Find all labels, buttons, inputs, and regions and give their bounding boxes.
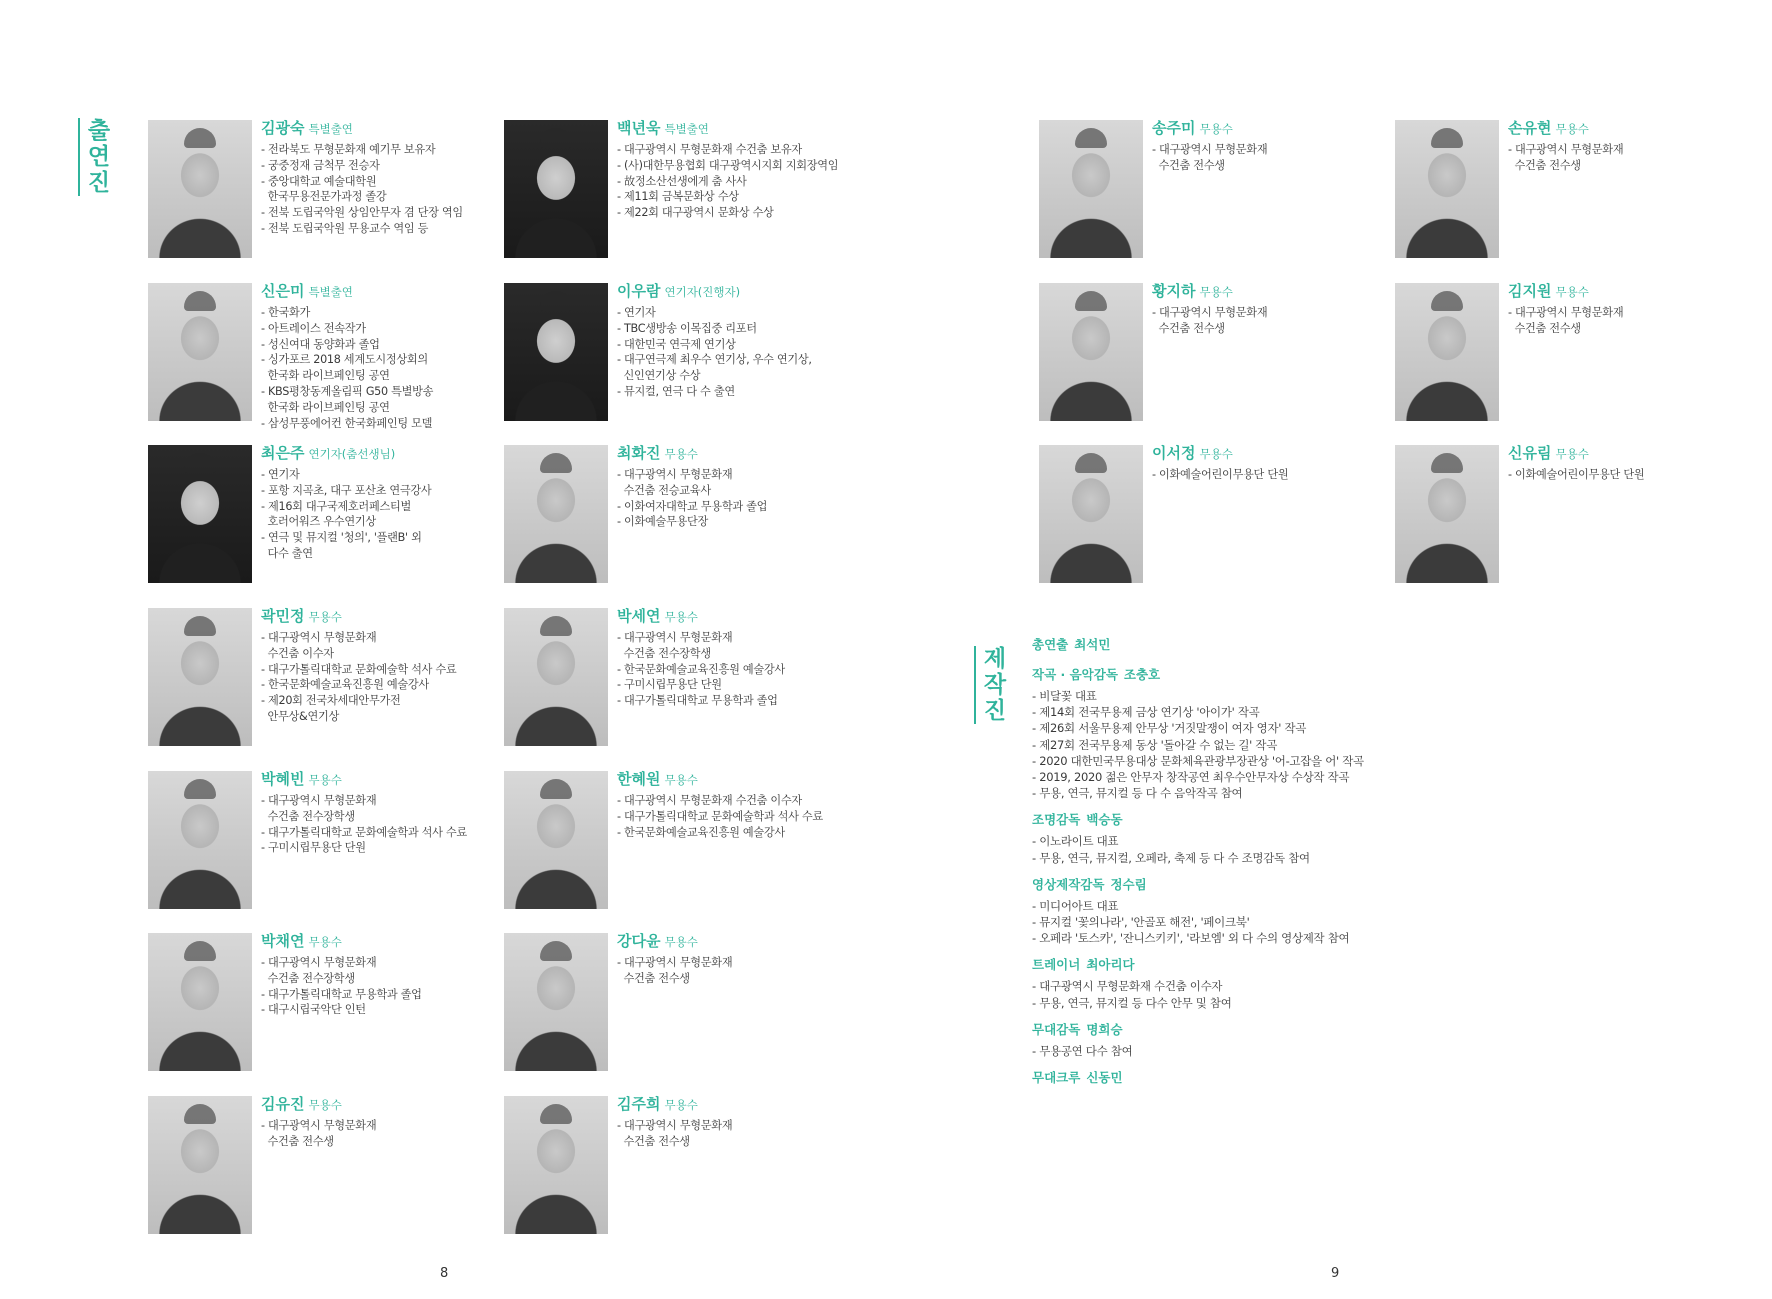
staff-title: [1032, 1021, 1432, 1039]
cast-role: 무용수: [308, 1098, 342, 1112]
cast-name-text: 최은주: [261, 444, 305, 462]
cast-bio-line: - 이화예술어린이무용단 단원: [1152, 468, 1289, 481]
portrait-photo: [504, 283, 608, 421]
cast-name: [261, 118, 501, 139]
staff-title: [1032, 1069, 1432, 1087]
cast-name: [1508, 118, 1748, 139]
cast-bio-line: 수건춤 전수장학생: [617, 646, 711, 660]
cast-bio-line: 수건춤 전수장학생: [261, 809, 355, 823]
staff-role: 작곡 · 음악감독: [1032, 667, 1118, 682]
staff-bio-line: - 이노라이트 대표: [1032, 834, 1119, 849]
cast-role: 무용수: [1555, 285, 1589, 299]
staff-bio: [1032, 978, 1432, 1010]
portrait-photo: [1039, 283, 1143, 421]
cast-section-label: 출 연 진: [78, 118, 112, 196]
cast-role: 무용수: [664, 773, 698, 787]
staff-title: [1032, 876, 1432, 894]
cast-bio-line: - 싱가포르 2018 세계도시정상회의: [261, 353, 428, 367]
cast-card: [148, 608, 488, 750]
staff-name: 백승동: [1086, 812, 1123, 828]
cast-bio-line: - 대구광역시 무형문화재: [617, 956, 733, 969]
cast-bio-line: 신인연기상 수상: [617, 369, 701, 383]
cast-name: [1152, 281, 1392, 302]
cast-bio: [617, 955, 857, 987]
staff-role: 총연출: [1032, 637, 1069, 652]
staff-section-label: 제 작 진: [974, 646, 1008, 724]
staff-title: [1032, 666, 1432, 684]
staff-entry: [1032, 876, 1432, 947]
cast-card: [1395, 120, 1735, 262]
cast-bio-line: - 대구광역시 무형문화재: [617, 1119, 733, 1132]
staff-name: 신동민: [1086, 1070, 1123, 1086]
cast-name-text: 이서정: [1152, 444, 1196, 462]
staff-title: [1032, 636, 1432, 654]
staff-bio-line: - 오페라 '토스카', '잔니스키키', '라보엠' 외 다 수의 영상제작 참여: [1032, 931, 1350, 946]
cast-name: [617, 281, 857, 302]
cast-role: 무용수: [664, 1098, 698, 1112]
cast-name: [617, 931, 857, 952]
cast-bio: [261, 955, 501, 1018]
cast-bio-line: - 제11회 금복문화상 수상: [617, 190, 739, 204]
staff-bio: [1032, 833, 1432, 865]
cast-role: 무용수: [1555, 447, 1589, 461]
cast-bio: [1508, 467, 1748, 483]
cast-role: 무용수: [308, 935, 342, 949]
cast-info: [1152, 281, 1392, 337]
cast-name-text: 곽민정: [261, 607, 305, 625]
staff-role: 조명감독: [1032, 812, 1081, 828]
cast-card: [504, 1096, 844, 1238]
staff-name: 최석민: [1074, 637, 1111, 652]
cast-bio-line: - 한국문화예술교육진흥원 예술강사: [617, 662, 785, 676]
cast-bio-line: - 대구가톨릭대학교 문화예술학 석사 수료: [261, 662, 457, 676]
portrait-photo: [1039, 120, 1143, 258]
portrait-photo: [1395, 120, 1499, 258]
cast-bio-line: - 대구가톨릭대학교 문화예술학과 석사 수료: [617, 809, 823, 823]
cast-bio-line: 한국화 라이브페인팅 공연: [261, 369, 390, 383]
cast-bio-line: - 구미시립무용단 단원: [617, 678, 722, 692]
cast-bio-line: - 대구광역시 무형문화재: [617, 631, 733, 644]
cast-card: [148, 1096, 488, 1238]
cast-role: 특별출연: [308, 122, 353, 136]
staff-title: [1032, 811, 1432, 829]
cast-role: 무용수: [1199, 122, 1233, 136]
cast-card: [504, 933, 844, 1075]
cast-bio: [261, 305, 501, 431]
cast-bio-line: 수건춤 이수자: [261, 646, 334, 660]
cast-bio-line: 한국화 라이브페인팅 공연: [261, 400, 390, 414]
cast-bio-line: - 대한민국 연극제 연기상: [617, 337, 736, 351]
staff-bio-line: - 대구광역시 무형문화재 수건춤 이수자: [1032, 979, 1223, 994]
cast-bio-line: 수건춤 전수장학생: [261, 971, 355, 985]
cast-card: [1039, 283, 1379, 425]
cast-role: 연기자(진행자): [664, 285, 741, 299]
staff-name: 조충호: [1123, 667, 1161, 682]
cast-bio-line: - (사)대한무용협회 대구광역시지회 지회장역임: [617, 158, 839, 172]
staff-entry: [1032, 1069, 1432, 1087]
portrait-photo: [1039, 445, 1143, 583]
cast-bio: [261, 630, 501, 725]
cast-info: [617, 443, 857, 530]
portrait-photo: [148, 445, 252, 583]
cast-name: [261, 769, 501, 790]
cast-bio-line: - 연기자: [261, 468, 300, 481]
staff-entry: [1032, 1021, 1432, 1059]
cast-info: [617, 281, 857, 400]
cast-bio-line: - 한국화가: [261, 306, 311, 319]
cast-bio-line: - 포항 지곡초, 대구 포산초 연극강사: [261, 483, 432, 497]
cast-bio-line: - 한국문화예술교육진흥원 예술강사: [261, 678, 429, 692]
cast-card: [1395, 445, 1735, 587]
portrait-photo: [148, 120, 252, 258]
cast-name-text: 박세연: [617, 607, 661, 625]
staff-bio-line: - 뮤지컬 '꽃의나라', '안골포 해전', '페이크북': [1032, 915, 1250, 930]
cast-bio-line: - TBC생방송 이목집중 리포터: [617, 321, 757, 335]
staff-role: 트레이너: [1032, 957, 1081, 973]
cast-name-text: 김주희: [617, 1095, 661, 1113]
cast-bio-line: - 한국문화예술교육진흥원 예술강사: [617, 825, 785, 839]
cast-bio-line: - 전북 도립국악원 상임안무자 겸 단장 역임: [261, 206, 463, 220]
staff-bio-line: - 무용공연 다수 참여: [1032, 1043, 1133, 1058]
cast-bio-line: - 대구가톨릭대학교 무용학과 졸업: [261, 987, 422, 1001]
staff-bio: [1032, 898, 1432, 947]
cast-bio-line: - 대구가톨릭대학교 문화예술학과 석사 수료: [261, 825, 467, 839]
cast-info: [261, 606, 501, 725]
cast-name-text: 신은미: [261, 282, 305, 300]
cast-name: [1508, 281, 1748, 302]
staff-title: [1032, 956, 1432, 974]
cast-info: [1508, 281, 1748, 337]
cast-bio-line: - 제20회 전국차세대안무가전: [261, 694, 401, 708]
cast-bio-line: 호러어워즈 우수연기상: [261, 515, 376, 529]
staff-bio-line: - 무용, 연극, 뮤지컬, 오페라, 축제 등 다 수 조명감독 참여: [1032, 850, 1310, 865]
staff-entry: [1032, 956, 1432, 1010]
cast-name: [617, 443, 857, 464]
cast-bio-line: 안무상&연기상: [261, 709, 339, 723]
staff-bio-line: - 무용, 연극, 뮤지컬 등 다 수 음악작곡 참여: [1032, 786, 1243, 801]
cast-bio-line: - 대구광역시 무형문화재: [617, 468, 733, 481]
portrait-photo: [148, 283, 252, 421]
cast-bio: [261, 793, 501, 856]
cast-name-text: 김지원: [1508, 282, 1552, 300]
cast-card: [504, 771, 844, 913]
cast-bio-line: - 이화예술무용단장: [617, 515, 709, 529]
staff-name: 최아리다: [1086, 957, 1135, 973]
cast-card: [148, 933, 488, 1075]
cast-name: [617, 1094, 857, 1115]
cast-bio-line: - 구미시립무용단 단원: [261, 841, 366, 855]
cast-name-text: 김광숙: [261, 119, 305, 137]
cast-bio-line: - 이화여자대학교 무용학과 졸업: [617, 499, 768, 513]
portrait-photo: [504, 120, 608, 258]
staff-bio-line: - 제27회 전국무용제 동상 '돌아갈 수 없는 길' 작곡: [1032, 737, 1278, 752]
cast-bio-line: - 전라북도 무형문화재 예기무 보유자: [261, 143, 436, 156]
cast-role: 무용수: [308, 610, 342, 624]
cast-role: 무용수: [664, 610, 698, 624]
cast-name: [617, 606, 857, 627]
cast-bio-line: - 대구광역시 무형문화재: [1508, 306, 1624, 319]
cast-bio-line: - 아트레이스 전속작가: [261, 321, 366, 335]
staff-bio-line: - 미디어아트 대표: [1032, 898, 1119, 913]
cast-bio-line: - 故정소산선생에게 춤 사사: [617, 174, 747, 188]
cast-bio-line: - 연기자: [617, 306, 656, 319]
cast-info: [261, 443, 501, 562]
cast-bio-line: - 대구광역시 무형문화재 수건춤 보유자: [617, 143, 802, 156]
staff-bio: [1032, 688, 1432, 801]
cast-bio-line: - 대구시립국악단 인턴: [261, 1003, 366, 1017]
cast-bio: [617, 142, 857, 221]
cast-bio: [617, 1118, 857, 1150]
cast-bio: [261, 467, 501, 562]
cast-bio-line: 수건춤 전수생: [1508, 321, 1581, 335]
cast-card: [1039, 120, 1379, 262]
cast-bio-line: - 성신여대 동양화과 졸업: [261, 337, 380, 351]
cast-role: 무용수: [1555, 122, 1589, 136]
cast-bio-line: - 대구광역시 무형문화재: [1508, 143, 1624, 156]
staff-bio-line: - 무용, 연극, 뮤지컬 등 다수 안무 및 참여: [1032, 995, 1232, 1010]
cast-info: [1152, 118, 1392, 174]
cast-card: [504, 283, 844, 425]
portrait-photo: [148, 771, 252, 909]
cast-name: [1508, 443, 1748, 464]
portrait-photo: [504, 933, 608, 1071]
cast-bio-line: - 대구광역시 무형문화재: [261, 956, 377, 969]
cast-bio: [617, 793, 857, 840]
cast-bio-line: 수건춤 전수생: [1508, 158, 1581, 172]
cast-bio: [1508, 305, 1748, 337]
portrait-photo: [504, 1096, 608, 1234]
cast-card: [148, 120, 488, 262]
cast-info: [1508, 118, 1748, 174]
cast-bio-line: 수건춤 전승교육사: [617, 483, 711, 497]
cast-bio-line: - 대구광역시 무형문화재: [261, 631, 377, 644]
page-number-left: 8: [440, 1266, 449, 1281]
staff-list: [1032, 636, 1432, 1099]
staff-bio-line: - 2020 대한민국무용대상 문화체육관광부장관상 '어-고잡을 어' 작곡: [1032, 753, 1364, 768]
cast-card: [148, 445, 488, 587]
cast-bio-line: - 대구광역시 무형문화재: [261, 1119, 377, 1132]
staff-entry: [1032, 811, 1432, 865]
cast-card: [148, 282, 488, 430]
cast-name: [261, 1094, 501, 1115]
staff-bio-line: - 제26회 서울무용제 안무상 '거짓말쟁이 여자 영자' 작곡: [1032, 721, 1307, 736]
cast-role: 무용수: [664, 935, 698, 949]
cast-name: [1152, 118, 1392, 139]
portrait-photo: [1395, 283, 1499, 421]
cast-bio-line: - KBS평창동계올림픽 G50 특별방송: [261, 384, 434, 398]
cast-name: [261, 606, 501, 627]
cast-info: [261, 118, 501, 237]
cast-info: [1152, 443, 1392, 483]
portrait-photo: [504, 608, 608, 746]
cast-info: [617, 931, 857, 987]
portrait-photo: [504, 771, 608, 909]
cast-info: [617, 1094, 857, 1150]
cast-info: [261, 1094, 501, 1150]
cast-name-text: 송주미: [1152, 119, 1196, 137]
staff-entry: [1032, 666, 1432, 801]
cast-bio: [617, 630, 857, 709]
portrait-photo: [148, 933, 252, 1071]
cast-bio: [1152, 305, 1392, 337]
cast-role: 특별출연: [308, 285, 353, 299]
staff-bio-line: - 2019, 2020 젊은 안무자 창작공연 최우수안무자상 수상작 작곡: [1032, 770, 1350, 785]
cast-name-text: 박채연: [261, 932, 305, 950]
cast-bio: [261, 142, 501, 237]
cast-name-text: 백년욱: [617, 119, 661, 137]
page-number-right: 9: [1331, 1266, 1340, 1281]
cast-name-text: 한혜원: [617, 770, 661, 788]
cast-name: [617, 769, 857, 790]
cast-info: [617, 606, 857, 709]
cast-bio-line: - 제22회 대구광역시 문화상 수상: [617, 206, 774, 220]
cast-name-text: 최화진: [617, 444, 661, 462]
portrait-photo: [1395, 445, 1499, 583]
cast-bio-line: - 뮤지컬, 연극 다 수 출연: [617, 384, 735, 398]
cast-bio: [1152, 142, 1392, 174]
cast-info: [617, 769, 857, 840]
cast-bio: [261, 1118, 501, 1150]
cast-card: [1039, 445, 1379, 587]
cast-name: [617, 118, 857, 139]
cast-bio-line: - 제16회 대구국제호러페스티벌: [261, 499, 411, 513]
cast-bio-line: - 궁중정재 금척무 전승자: [261, 158, 380, 172]
cast-name-text: 손유현: [1508, 119, 1552, 137]
cast-role: 무용수: [1199, 447, 1233, 461]
cast-name-text: 강다윤: [617, 932, 661, 950]
cast-role: 무용수: [1199, 285, 1233, 299]
cast-bio-line: 다수 출연: [261, 546, 313, 560]
cast-card: [504, 445, 844, 587]
staff-bio: [1032, 1043, 1432, 1059]
cast-card: [1395, 283, 1735, 425]
cast-bio-line: 수건춤 전수생: [261, 1134, 334, 1148]
staff-name: 명희승: [1086, 1021, 1123, 1037]
cast-bio: [1508, 142, 1748, 174]
cast-role: 무용수: [664, 447, 698, 461]
cast-bio: [617, 305, 857, 400]
cast-name: [261, 443, 501, 464]
cast-bio-line: - 전북 도립국악원 무용교수 역임 등: [261, 221, 429, 235]
cast-bio-line: - 연극 및 뮤지컬 '청의', '플랜B' 외: [261, 531, 422, 545]
cast-bio-line: - 대구광역시 무형문화재 수건춤 이수자: [617, 794, 802, 807]
cast-info: [261, 281, 501, 431]
portrait-photo: [148, 608, 252, 746]
cast-name-text: 황지하: [1152, 282, 1196, 300]
cast-bio: [617, 467, 857, 530]
cast-name-text: 박혜빈: [261, 770, 305, 788]
cast-name-text: 김유진: [261, 1095, 305, 1113]
cast-name-text: 신유림: [1508, 444, 1552, 462]
staff-bio-line: - 제14회 전국무용제 금상 연기상 '아이가' 작곡: [1032, 705, 1260, 720]
portrait-photo: [148, 1096, 252, 1234]
staff-bio-line: - 비달꽃 대표: [1032, 689, 1097, 703]
cast-bio-line: 수건춤 전수생: [617, 971, 690, 985]
cast-card: [504, 608, 844, 750]
cast-role: 무용수: [308, 773, 342, 787]
staff-name: 정수림: [1110, 876, 1147, 892]
cast-bio-line: - 대구광역시 무형문화재: [1152, 143, 1268, 156]
cast-role: 특별출연: [664, 122, 709, 136]
staff-role: 무대크루: [1032, 1070, 1081, 1086]
cast-bio-line: - 대구연극제 최우수 연기상, 우수 연기상,: [617, 353, 812, 367]
cast-card: [148, 771, 488, 913]
cast-bio: [1152, 467, 1392, 483]
cast-info: [261, 931, 501, 1018]
cast-bio-line: - 이화예술어린이무용단 단원: [1508, 468, 1645, 481]
cast-bio-line: 수건춤 전수생: [1152, 321, 1225, 335]
portrait-photo: [504, 445, 608, 583]
cast-bio-line: - 삼성무풍에어컨 한국화페인팅 모델: [261, 416, 433, 430]
cast-bio-line: - 대구광역시 무형문화재: [1152, 306, 1268, 319]
cast-bio-line: - 대구광역시 무형문화재: [261, 794, 377, 807]
staff-entry: [1032, 636, 1432, 654]
cast-card: [504, 120, 844, 262]
cast-role: 연기자(춤선생님): [308, 447, 396, 461]
cast-bio-line: - 중앙대학교 예술대학원: [261, 174, 377, 188]
cast-bio-line: 수건춤 전수생: [1152, 158, 1225, 172]
cast-name: [1152, 443, 1392, 464]
cast-name: [261, 281, 501, 302]
cast-info: [1508, 443, 1748, 483]
cast-name: [261, 931, 501, 952]
cast-bio-line: 수건춤 전수생: [617, 1134, 690, 1148]
cast-info: [261, 769, 501, 856]
staff-role: 영상제작감독: [1032, 876, 1105, 892]
cast-bio-line: 한국무용전문가과정 졸강: [261, 190, 387, 204]
staff-role: 무대감독: [1032, 1021, 1081, 1037]
cast-name-text: 이우람: [617, 282, 661, 300]
cast-info: [617, 118, 857, 221]
cast-bio-line: - 대구가톨릭대학교 무용학과 졸업: [617, 694, 778, 708]
